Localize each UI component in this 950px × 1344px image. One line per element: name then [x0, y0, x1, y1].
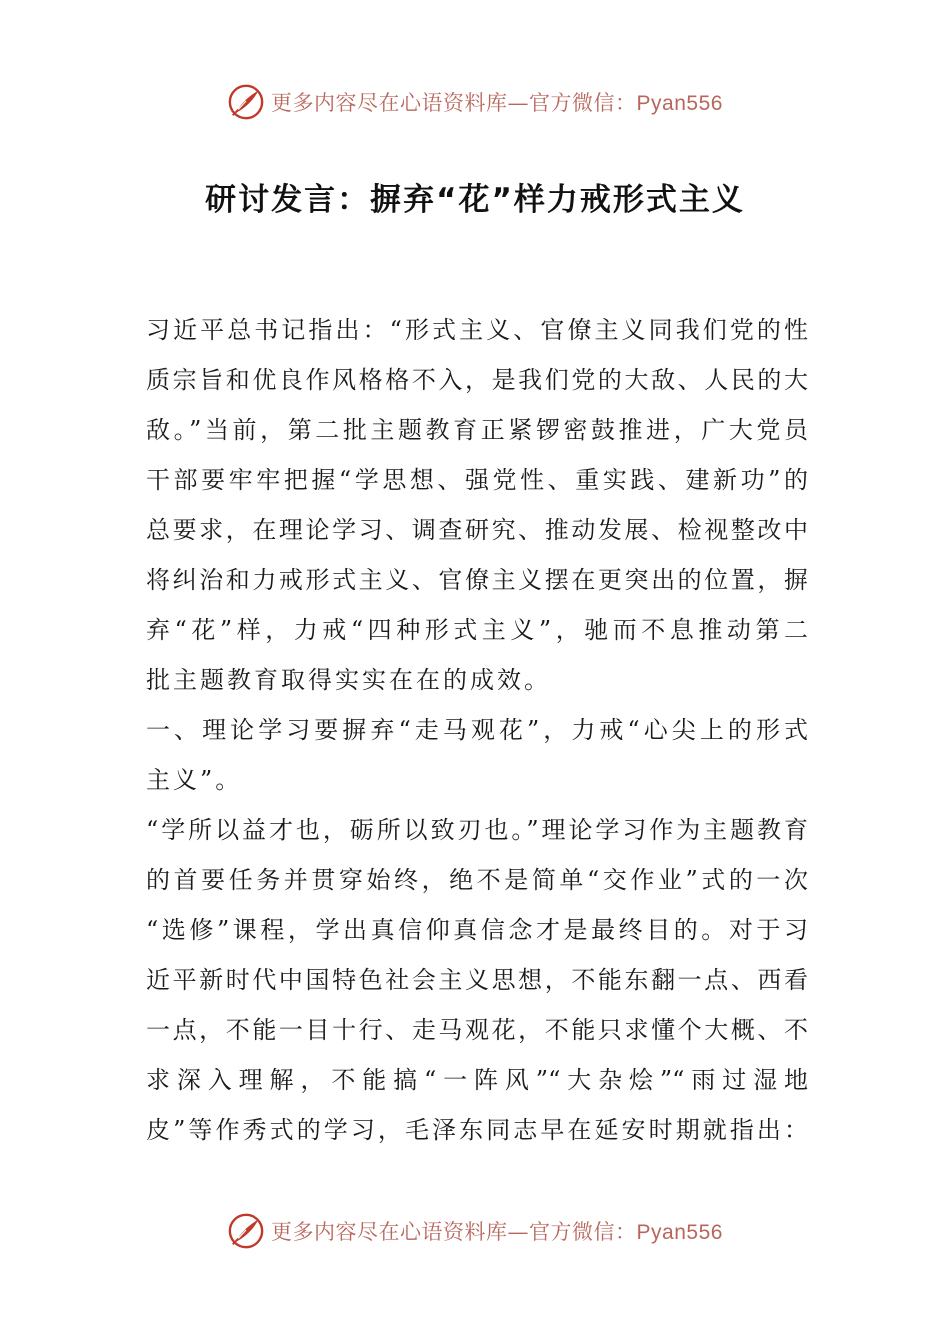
header-banner	[0, 80, 950, 124]
header-banner-text	[271, 87, 723, 117]
header-wechat-handle: Pyan556	[636, 92, 723, 115]
body-line: 弃“花”样，力戒“四种形式主义”，驰而不息推动第二	[146, 616, 808, 644]
body-line: 干部要牢牢把握“学思想、强党性、重实践、建新功”的	[146, 466, 808, 494]
body-line: “选修”课程，学出真信仰真信念才是最终目的。对于习	[146, 916, 808, 944]
body-line: 求深入理解，不能搞“一阵风”“大杂烩”“雨过湿地	[146, 1066, 808, 1094]
header-banner-label: 更多内容尽在心语资料库—官方微信：	[271, 91, 637, 115]
body-line: 敌。”当前，第二批主题教育正紧锣密鼓推进，广大党员	[146, 416, 808, 444]
footer-banner-label: 更多内容尽在心语资料库—官方微信：	[271, 1220, 637, 1244]
body-line: 习近平总书记指出：“形式主义、官僚主义同我们党的性	[146, 316, 808, 344]
page-title: 研讨发言：摒弃“花”样力戒形式主义	[205, 182, 745, 218]
body-line: 近平新时代中国特色社会主义思想，不能东翻一点、西看	[146, 966, 808, 994]
footer-wechat-handle: Pyan556	[636, 1221, 723, 1244]
section-heading-line: 主义”。	[146, 766, 243, 794]
quill-logo-icon	[227, 83, 265, 121]
document-body	[146, 305, 808, 1155]
body-line: 批主题教育取得实实在在的成效。	[146, 666, 551, 694]
body-line: 一点，不能一目十行、走马观花，不能只求懂个大概、不	[146, 1016, 808, 1044]
body-line: 质宗旨和优良作风格格不入，是我们党的大敌、人民的大	[146, 366, 808, 394]
quill-logo-icon	[227, 1212, 265, 1250]
body-line: 皮”等作秀式的学习，毛泽东同志早在延安时期就指出：	[146, 1116, 808, 1144]
body-line: 将纠治和力戒形式主义、官僚主义摆在更突出的位置，摒	[146, 566, 808, 594]
section-heading-line: 一、理论学习要摒弃“走马观花”，力戒“心尖上的形式	[146, 716, 808, 744]
footer-banner-text	[271, 1216, 723, 1246]
body-line: 的首要任务并贯穿始终，绝不是简单“交作业”式的一次	[146, 866, 808, 894]
body-line: “学所以益才也，砺所以致刃也。”理论学习作为主题教育	[146, 816, 808, 844]
body-line: 总要求，在理论学习、调查研究、推动发展、检视整改中	[146, 516, 808, 544]
footer-banner	[0, 1209, 950, 1253]
